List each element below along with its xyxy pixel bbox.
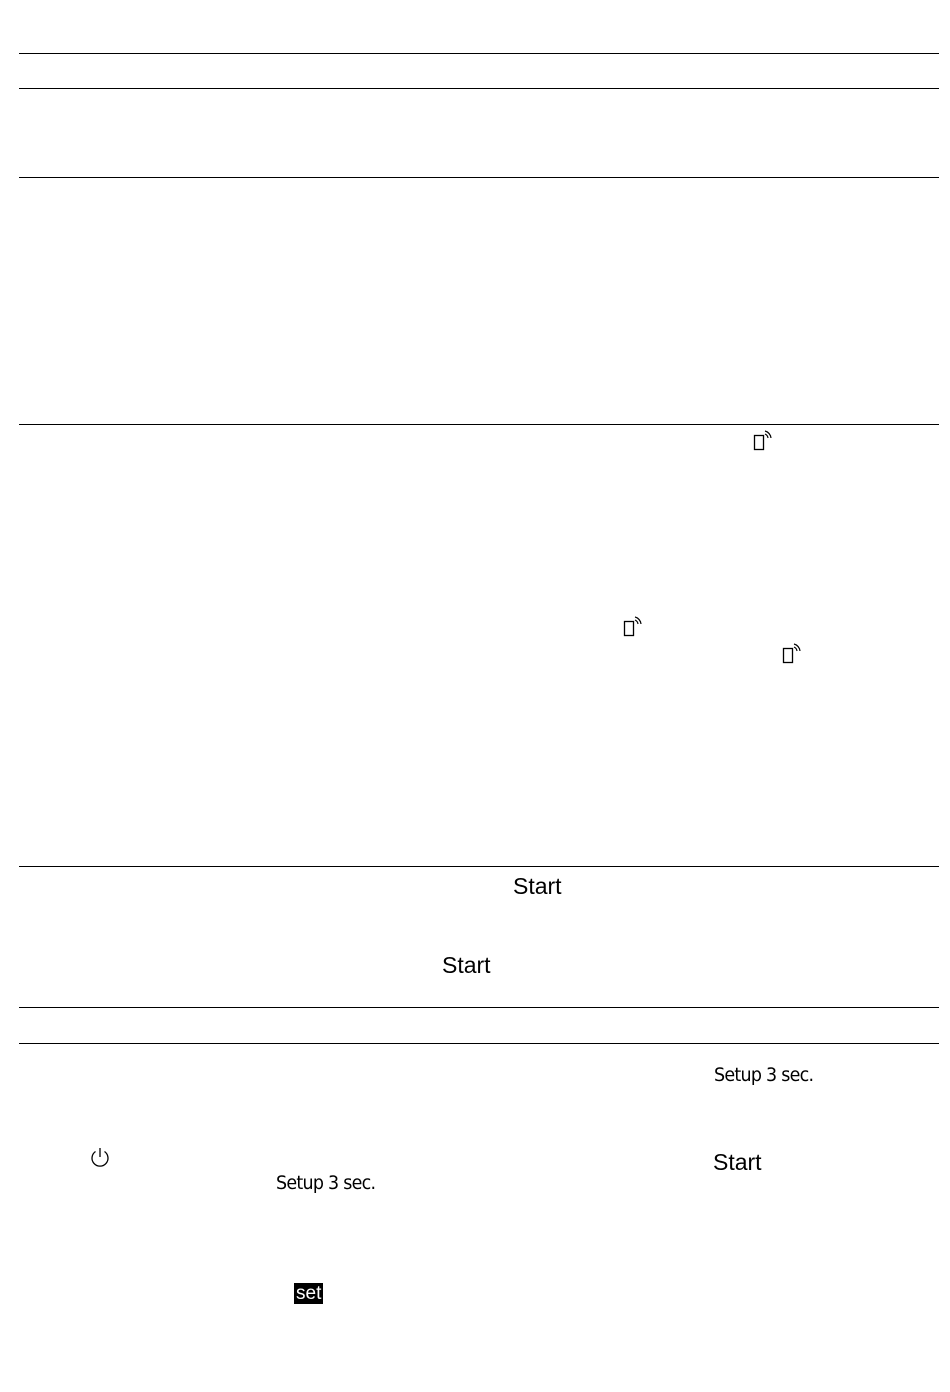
table-rule [19,177,939,178]
power-icon [89,1146,111,1168]
table-rule [19,424,939,425]
table-rule [19,1007,939,1008]
start-button-label: Start [513,873,562,899]
table-rule [19,1043,939,1044]
table-rule [19,88,939,89]
set-display-badge: set [296,1283,322,1304]
start-button-label: Start [713,1149,762,1175]
remote-start-icon [753,430,775,452]
setup-button-label: Setup 3 sec. [276,1172,376,1194]
setup-button-label: Setup 3 sec. [714,1064,814,1086]
table-rule [19,53,939,54]
start-button-label: Start [442,952,491,978]
remote-start-icon [782,643,804,665]
remote-start-icon [623,616,645,638]
table-rule [19,866,939,867]
